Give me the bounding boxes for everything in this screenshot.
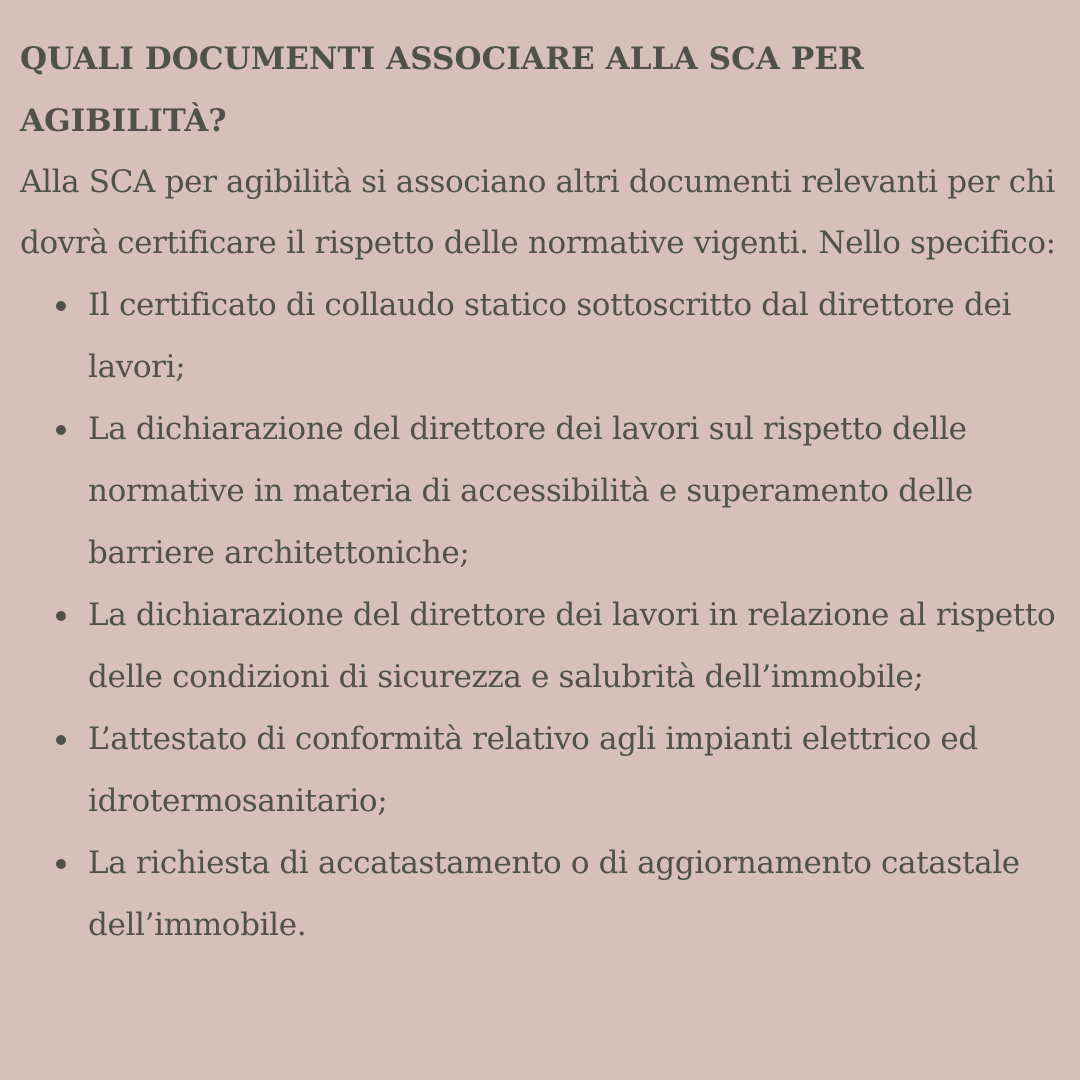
bullet-icon (56, 425, 66, 435)
list-item (20, 398, 1060, 584)
list-item-text: La dichiarazione del direttore dei lavori sul rispetto delle normative in materia di accessibilità e superamento delle barriere architettoniche; (88, 411, 973, 571)
list-item (20, 274, 1060, 398)
list-item (20, 832, 1060, 956)
list-item-text: L’attestato di conformità relativo agli impianti elettrico ed idrotermosanitario; (88, 721, 978, 819)
page-title: QUALI DOCUMENTI ASSOCIARE ALLA SCA PER AGIBILITÀ? (20, 41, 864, 139)
list-item-text: La dichiarazione del direttore dei lavori in relazione al rispetto delle condizioni di sicurezza e salubrità dell’immobile; (88, 597, 1056, 695)
list-item (20, 708, 1060, 832)
list-item-text: La richiesta di accatastamento o di aggiornamento catastale dell’immobile. (88, 845, 1020, 943)
list-item (20, 584, 1060, 708)
documents-list (20, 274, 1056, 956)
list-item-text: Il certificato di collaudo statico sottoscritto dal direttore dei lavori; (88, 287, 1012, 385)
bullet-icon (56, 859, 66, 869)
bullet-icon (56, 735, 66, 745)
bullet-icon (56, 301, 66, 311)
bullet-icon (56, 611, 66, 621)
intro-paragraph: Alla SCA per agibilità si associano altri documenti relevanti per chi dovrà certificare il rispetto delle normative vigenti. Nello specifico: (20, 164, 1056, 261)
